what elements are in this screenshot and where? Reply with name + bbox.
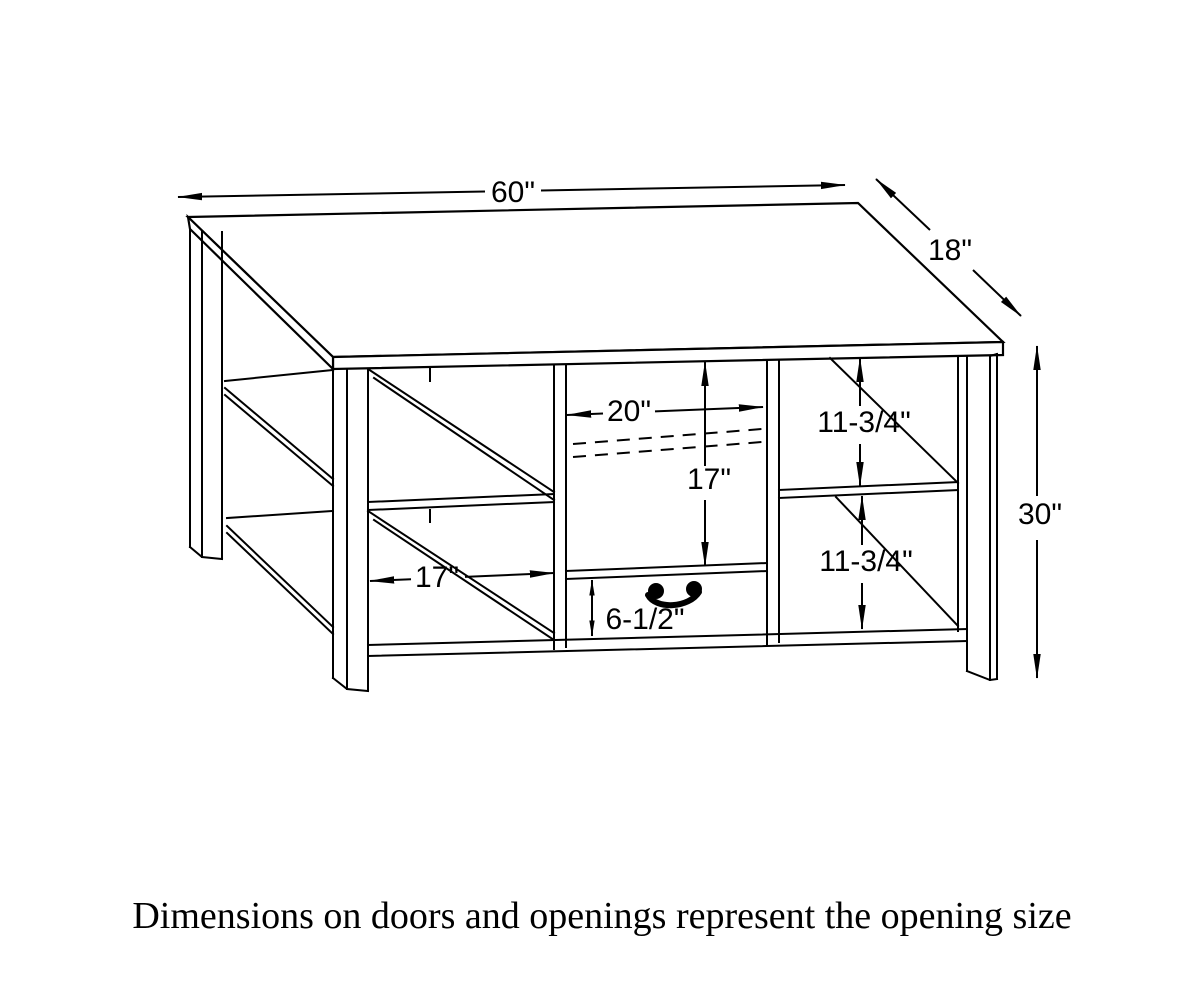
- caption-text: Dimensions on doors and openings represent the opening size: [132, 895, 1072, 937]
- tabletop: [188, 203, 1003, 369]
- left-opening-width-label: 17": [414, 561, 460, 594]
- depth-label: 18": [927, 234, 973, 267]
- overall-width-label: 60": [490, 176, 536, 209]
- center-opening-height-label: 17": [686, 463, 732, 496]
- right-upper-opening-height-label: 11-3/4": [817, 406, 911, 439]
- drawer-opening-height-label: 6-1/2": [605, 603, 685, 636]
- center-opening-width-label: 20": [606, 395, 652, 428]
- overall-height-label: 30": [1017, 498, 1063, 531]
- right-lower-opening-height-label: 11-3/4": [819, 545, 913, 578]
